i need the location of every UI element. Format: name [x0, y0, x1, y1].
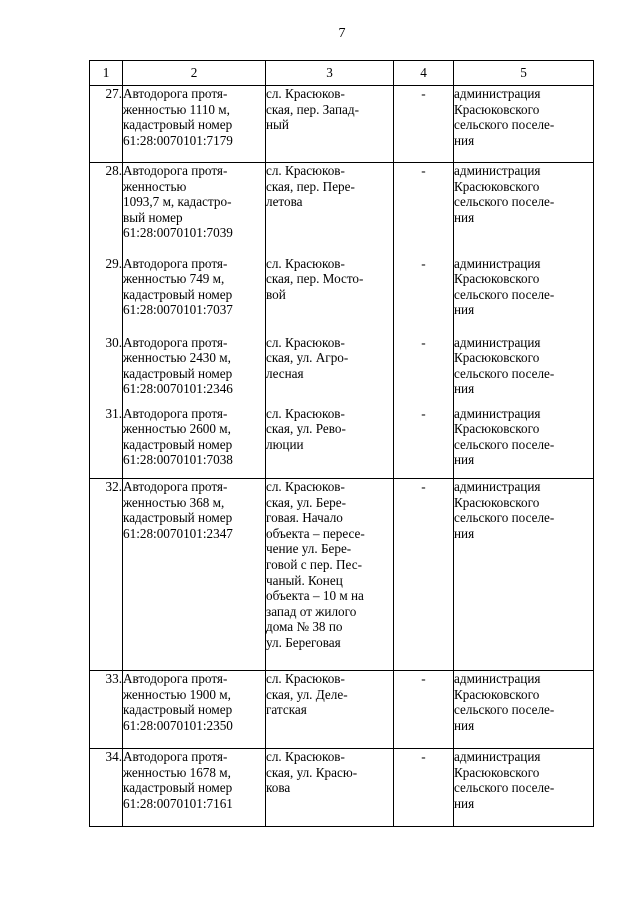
- column-4-value: -: [394, 479, 454, 671]
- header-cell-3: 3: [266, 61, 394, 86]
- table-row: [90, 163, 594, 256]
- header-row: [90, 61, 594, 86]
- object-name: [123, 749, 266, 827]
- object-location-line: сл. Красюков-: [266, 479, 345, 494]
- object-name-line: 61:28:0070101:7037: [123, 302, 233, 318]
- object-location-line: говая. Начало: [266, 510, 343, 526]
- object-name-line: женностью 1678 м,: [123, 764, 231, 780]
- object-name-line: кадастровый номер: [123, 436, 233, 452]
- row-number: 29.: [90, 256, 123, 335]
- object-name-line: женностью 2430 м,: [123, 350, 231, 366]
- column-4-value: -: [394, 749, 454, 827]
- column-4-value: -: [394, 406, 454, 479]
- table-row: [90, 335, 594, 406]
- owner-name-line: сельского поселе-: [454, 117, 555, 133]
- object-name-line: Автодорога протя-: [123, 255, 228, 271]
- column-4-value: -: [394, 86, 454, 163]
- owner-name-line: сельского поселе-: [454, 702, 555, 718]
- object-name-line: кадастровый номер: [123, 702, 233, 718]
- object-name: [123, 406, 266, 479]
- object-name-line: женностью: [123, 178, 187, 194]
- object-name-line: Автодорога протя-: [123, 163, 228, 178]
- object-location: [266, 86, 394, 163]
- object-name-line: 61:28:0070101:7179: [123, 132, 233, 148]
- object-location-line: ская, ул. Бере-: [266, 494, 347, 510]
- owner-name-line: Красюковского: [454, 686, 540, 702]
- object-location-line: ный: [266, 117, 289, 133]
- table-row: [90, 479, 594, 671]
- object-name-line: женностью 749 м,: [123, 271, 225, 287]
- object-name-line: 61:28:0070101:2350: [123, 717, 233, 733]
- object-name-line: 61:28:0070101:7161: [123, 795, 233, 811]
- table-body: [90, 86, 594, 827]
- table-row: [90, 86, 594, 163]
- owner-name-line: ния: [454, 381, 475, 397]
- owner-name-line: администрация: [454, 163, 541, 178]
- object-name-line: кадастровый номер: [123, 365, 233, 381]
- owner-name-line: администрация: [454, 749, 541, 764]
- table-row: [90, 406, 594, 479]
- owner-name-line: администрация: [454, 255, 541, 271]
- object-name-line: 61:28:0070101:2347: [123, 525, 233, 541]
- owner-name-line: ния: [454, 132, 475, 148]
- object-name: [123, 671, 266, 749]
- owner-name: [454, 406, 594, 479]
- object-name-line: Автодорога протя-: [123, 334, 228, 350]
- owner-name-line: ния: [454, 452, 475, 468]
- object-location-line: сл. Красюков-: [266, 163, 345, 178]
- object-name-line: Автодорога протя-: [123, 86, 228, 101]
- object-location-line: чение ул. Бере-: [266, 541, 352, 557]
- page-number: 7: [338, 26, 346, 41]
- owner-name: [454, 749, 594, 827]
- owner-name-line: администрация: [454, 86, 541, 101]
- object-name-line: 61:28:0070101:2346: [123, 381, 233, 397]
- object-name-line: женностью 1900 м,: [123, 686, 231, 702]
- table-row: [90, 256, 594, 335]
- owner-name-line: администрация: [454, 479, 541, 494]
- object-location-line: ская, пер. Мосто-: [266, 271, 364, 287]
- object-location-line: сл. Красюков-: [266, 334, 345, 350]
- object-name-line: вый номер: [123, 209, 183, 225]
- object-location-line: сл. Красюков-: [266, 255, 345, 271]
- owner-name-line: администрация: [454, 671, 541, 686]
- object-location-line: летова: [266, 194, 303, 210]
- object-location-line: лесная: [266, 365, 304, 381]
- object-location-line: ская, ул. Агро-: [266, 350, 349, 366]
- owner-name-line: Красюковского: [454, 494, 540, 510]
- object-name-line: Автодорога протя-: [123, 405, 228, 421]
- object-location-line: ская, ул. Деле-: [266, 686, 348, 702]
- object-name-line: кадастровый номер: [123, 510, 233, 526]
- object-location: [266, 335, 394, 406]
- object-name-line: 1093,7 м, кадастро-: [123, 194, 232, 210]
- object-name-line: Автодорога протя-: [123, 671, 228, 686]
- object-name-line: женностью 2600 м,: [123, 421, 231, 437]
- object-location-line: сл. Красюков-: [266, 405, 345, 421]
- object-location-line: сл. Красюков-: [266, 86, 345, 101]
- header-cell-4: 4: [394, 61, 454, 86]
- object-location-line: объекта – 10 м на: [266, 588, 364, 604]
- owner-name-line: сельского поселе-: [454, 510, 555, 526]
- owner-name-line: сельского поселе-: [454, 286, 555, 302]
- object-location-line: дома № 38 по: [266, 619, 343, 635]
- owner-name-line: Красюковского: [454, 178, 540, 194]
- owner-name-line: Красюковского: [454, 271, 540, 287]
- object-location: [266, 406, 394, 479]
- column-4-value: -: [394, 256, 454, 335]
- object-location: [266, 163, 394, 256]
- object-location-line: вой: [266, 286, 286, 302]
- object-name-line: 61:28:0070101:7038: [123, 452, 233, 468]
- owner-name-line: ния: [454, 302, 475, 318]
- object-name: [123, 86, 266, 163]
- owner-name: [454, 671, 594, 749]
- column-4-value: -: [394, 335, 454, 406]
- row-number: 30.: [90, 335, 123, 406]
- owner-name: [454, 479, 594, 671]
- row-number: 31.: [90, 406, 123, 479]
- object-location: [266, 749, 394, 827]
- object-name-line: кадастровый номер: [123, 780, 233, 796]
- object-location: [266, 479, 394, 671]
- header-cell-5: 5: [454, 61, 594, 86]
- object-name-line: Автодорога протя-: [123, 479, 228, 494]
- owner-name-line: Красюковского: [454, 101, 540, 117]
- object-location-line: ская, ул. Красю-: [266, 764, 358, 780]
- row-number: 34.: [90, 749, 123, 827]
- object-location-line: сл. Красюков-: [266, 749, 345, 764]
- header-cell-1: 1: [90, 61, 123, 86]
- owner-name-line: сельского поселе-: [454, 780, 555, 796]
- object-location-line: ул. Береговая: [266, 634, 341, 650]
- object-location-line: гатская: [266, 702, 307, 718]
- object-name-line: женностью 368 м,: [123, 494, 225, 510]
- registry-table: [89, 60, 594, 827]
- row-number: 27.: [90, 86, 123, 163]
- owner-name-line: ния: [454, 209, 475, 225]
- row-number: 28.: [90, 163, 123, 256]
- row-number: 33.: [90, 671, 123, 749]
- object-location: [266, 256, 394, 335]
- owner-name-line: сельского поселе-: [454, 194, 555, 210]
- object-name: [123, 335, 266, 406]
- owner-name: [454, 163, 594, 256]
- object-location-line: ская, пер. Пере-: [266, 178, 355, 194]
- object-location-line: люции: [266, 436, 304, 452]
- object-name: [123, 479, 266, 671]
- owner-name-line: ния: [454, 525, 475, 541]
- object-name: [123, 163, 266, 256]
- object-name-line: Автодорога протя-: [123, 749, 228, 764]
- owner-name-line: Красюковского: [454, 350, 540, 366]
- owner-name-line: сельского поселе-: [454, 365, 555, 381]
- object-location-line: объекта – пересе-: [266, 525, 365, 541]
- object-location-line: чаный. Конец: [266, 572, 343, 588]
- row-number: 32.: [90, 479, 123, 671]
- object-name-line: кадастровый номер: [123, 117, 233, 133]
- owner-name: [454, 335, 594, 406]
- object-name-line: кадастровый номер: [123, 286, 233, 302]
- column-4-value: -: [394, 163, 454, 256]
- table-row: [90, 749, 594, 827]
- owner-name-line: сельского поселе-: [454, 436, 555, 452]
- object-name-line: 61:28:0070101:7039: [123, 225, 233, 241]
- owner-name-line: администрация: [454, 334, 541, 350]
- object-name-line: женностью 1110 м,: [123, 101, 230, 117]
- owner-name-line: Красюковского: [454, 421, 540, 437]
- object-location-line: запад от жилого: [266, 603, 357, 619]
- owner-name: [454, 256, 594, 335]
- object-location-line: сл. Красюков-: [266, 671, 345, 686]
- owner-name-line: администрация: [454, 405, 541, 421]
- column-4-value: -: [394, 671, 454, 749]
- object-location: [266, 671, 394, 749]
- object-location-line: кова: [266, 780, 291, 796]
- owner-name-line: ния: [454, 717, 475, 733]
- object-name: [123, 256, 266, 335]
- object-location-line: ская, ул. Рево-: [266, 421, 346, 437]
- object-location-line: ская, пер. Запад-: [266, 101, 359, 117]
- owner-name-line: Красюковского: [454, 764, 540, 780]
- object-location-line: говой с пер. Пес-: [266, 556, 362, 572]
- table-row: [90, 671, 594, 749]
- owner-name-line: ния: [454, 795, 475, 811]
- owner-name: [454, 86, 594, 163]
- header-cell-2: 2: [123, 61, 266, 86]
